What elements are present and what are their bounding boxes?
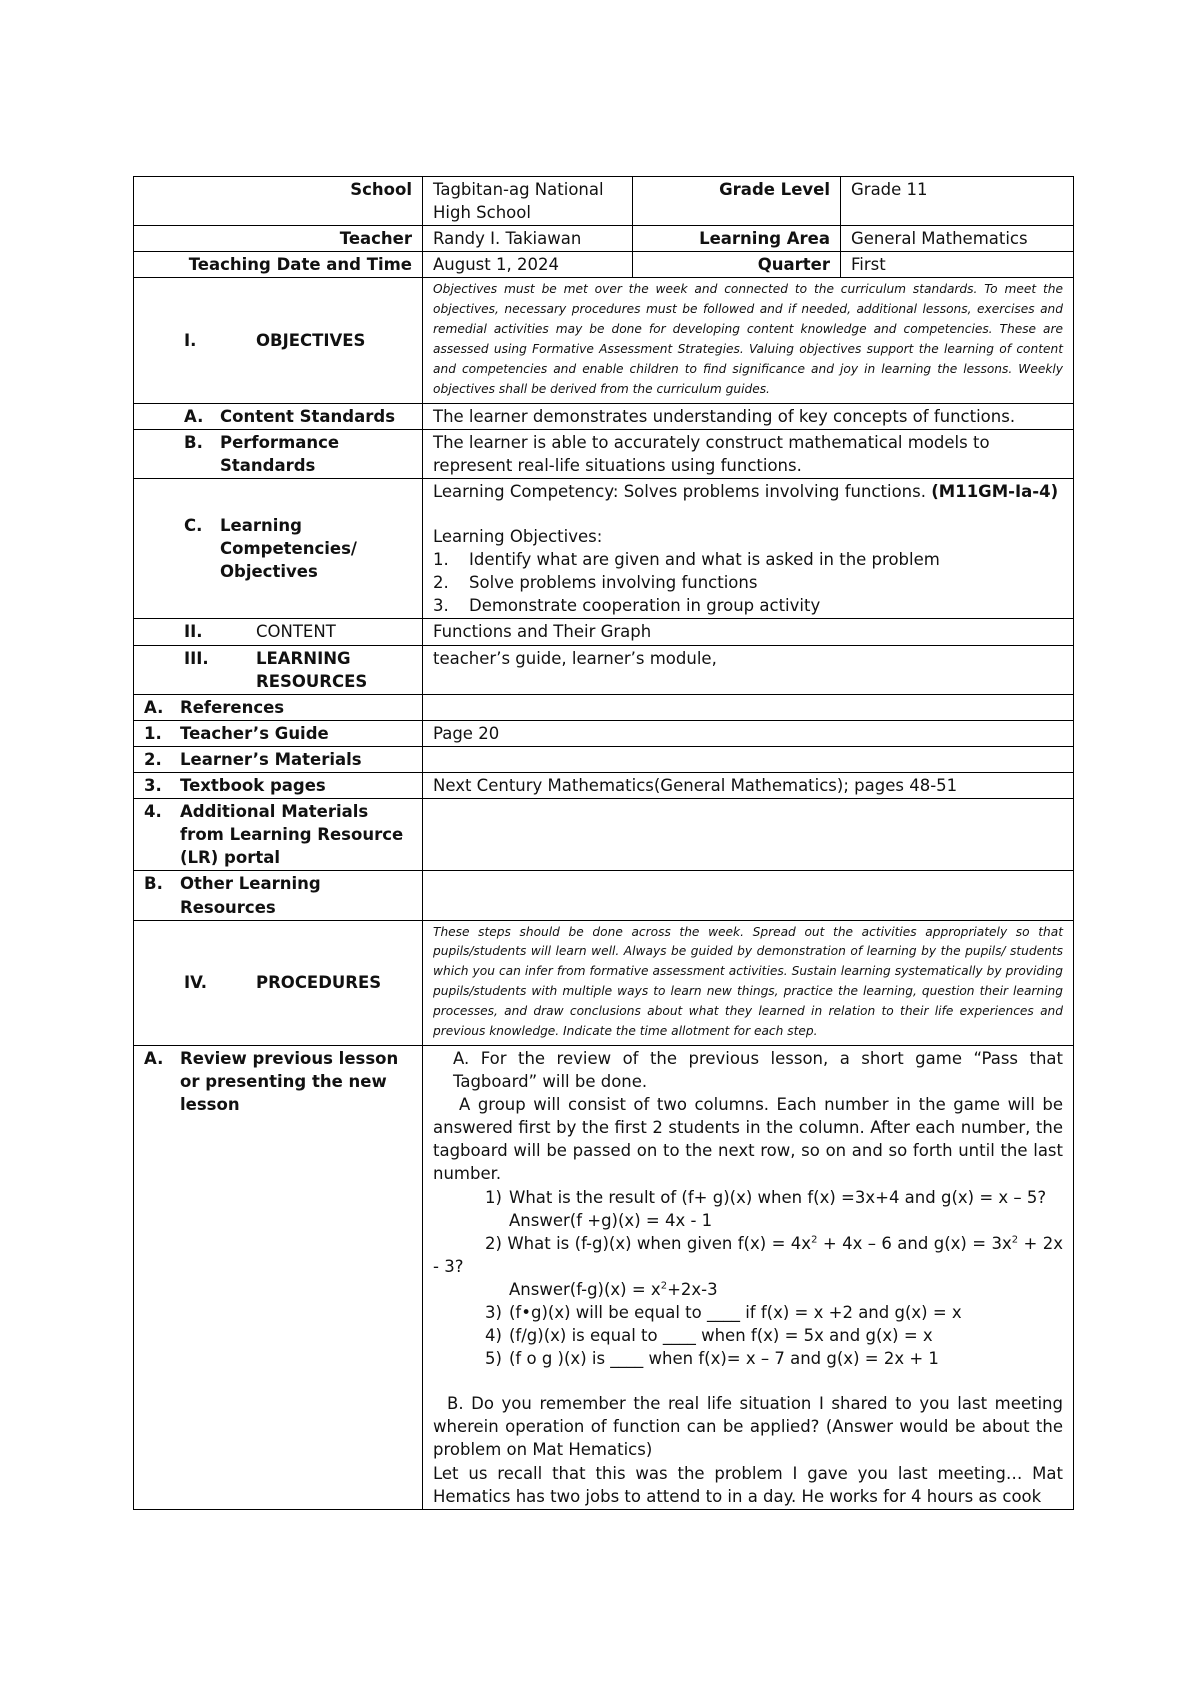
procedures-numeral: IV. <box>184 973 208 993</box>
quarter-label: Quarter <box>633 252 841 278</box>
content-standards-label: Content Standards <box>220 406 396 426</box>
references-value <box>423 694 1074 720</box>
performance-standards-label-cell <box>134 429 423 478</box>
objectives-label: OBJECTIVES <box>256 331 366 350</box>
review-part-b: B. Do you remember the real life situation I shared to you last meeting wherein operation of function can be applied? (Answer would be about the problem on Mat Hematics) <box>433 1394 1063 1460</box>
learning-resources-value: teacher’s guide, learner’s module, <box>423 645 1074 694</box>
learning-competency-code: (M11GM-Ia-4) <box>931 482 1059 501</box>
competencies-letter: C. <box>184 516 203 536</box>
other-resources-row <box>134 871 1074 920</box>
content-value: Functions and Their Graph <box>423 619 1074 645</box>
content-standards-row <box>134 403 1074 429</box>
procedures-note: These steps should be done across the week. Spread out the activities appropriately so that pupils/students will learn well. Always be guided by demonstration of learning by the pupils/ students which you can infer from formative assessment activities. Sustain learning systematically by providing pupils/students with multiple ways to learn new things, practice the learning, question their learning processes, and draw conclusions about what they learned in relation to their life experiences and previous knowledge. Indicate the time allotment for each step. <box>423 920 1074 1045</box>
grade-level-label: Grade Level <box>633 177 841 226</box>
learning-competency-text: Learning Competency: Solves problems involving functions. <box>433 482 926 501</box>
learning-resources-numeral: III. <box>184 648 209 668</box>
reference-label-cell: 2. Learner’s Materials <box>134 746 423 772</box>
learning-area-label: Learning Area <box>633 226 841 252</box>
objectives-note: Objectives must be met over the week and connected to the curriculum standards. To meet the objectives, necessary procedures must be followed and if needed, additional lessons, exercises and remedial activities may be done for developing content knowledge and competencies. These are assessed using Formative Assessment Strategies. Valuing objectives support the learning of content and competencies and enable children to find significance and joy in learning the lessons. Weekly objectives shall be derived from the curriculum guides. <box>423 278 1074 403</box>
review-content-cell <box>423 1045 1074 1509</box>
references-letter: A. <box>144 697 164 717</box>
reference-value <box>423 746 1074 772</box>
header-row-date <box>134 252 1074 278</box>
references-label-cell <box>134 694 423 720</box>
review-part-a: A. For the review of the previous lesson, a short game “Pass that Tagboard” will be done. <box>453 1048 1063 1092</box>
objectives-row <box>134 278 1074 403</box>
reference-value: Next Century Mathematics(General Mathematics); pages 48-51 <box>423 773 1074 799</box>
learning-resources-row <box>134 645 1074 694</box>
objective-item: 2. Solve problems involving functions <box>433 573 758 593</box>
content-standards-value: The learner demonstrates understanding of key concepts of functions. <box>423 403 1074 429</box>
learning-resources-label: LEARNING RESOURCES <box>256 648 368 691</box>
review-letter: A. <box>144 1048 164 1068</box>
review-part-b-recall: Let us recall that this was the problem I gave you last meeting… Mat Hematics has two jobs to attend to in a day. He works for 4 hours as cook <box>433 1463 1063 1506</box>
review-label: Review previous lesson or presenting the new lesson <box>180 1048 399 1115</box>
procedures-row <box>134 920 1074 1045</box>
game-question: 2) What is (f-g)(x) when given $f(x) = 4x^2 + 4x - 6$ and $g(x) = 3x^2 + 2x - 3$? <box>433 1233 1063 1276</box>
game-answer: Answer(f-g)(x) = $x^2+2x-3$ <box>509 1279 718 1299</box>
content-label-cell <box>134 619 423 645</box>
lesson-plan-document <box>133 176 1073 1510</box>
content-standards-label-cell <box>134 403 423 429</box>
performance-standards-row <box>134 429 1074 478</box>
objectives-label-cell <box>134 278 423 403</box>
lesson-plan-table <box>133 176 1074 1510</box>
performance-standards-label: Performance Standards <box>220 432 340 475</box>
other-resources-value <box>423 871 1074 920</box>
learning-objectives-heading: Learning Objectives: <box>433 527 603 547</box>
performance-standards-value: The learner is able to accurately construct mathematical models to represent real-life situations using functions. <box>423 429 1074 478</box>
competencies-row <box>134 479 1074 619</box>
content-row <box>134 619 1074 645</box>
teacher-value: Randy I. Takiawan <box>423 226 633 252</box>
reference-value: Page 20 <box>423 720 1074 746</box>
grade-level-value: Grade 11 <box>841 177 1074 226</box>
teaching-date-value: August 1, 2024 <box>423 252 633 278</box>
procedures-label-cell <box>134 920 423 1045</box>
references-row <box>134 694 1074 720</box>
objectives-numeral: I. <box>184 331 197 350</box>
content-label: CONTENT <box>256 622 336 642</box>
objective-item: 3. Demonstrate cooperation in group activity <box>433 596 821 616</box>
procedures-label: PROCEDURES <box>256 973 382 993</box>
reference-label-cell: 3. Textbook pages <box>134 773 423 799</box>
performance-standards-letter: B. <box>184 432 203 452</box>
game-question: 3) (f•g)(x) will be equal to ____ if f(x) = x +2 and g(x) = x <box>485 1302 962 1322</box>
game-question: 1) What is the result of (f+ g)(x) when f(x) =3x+4 and g(x) = x – 5? <box>485 1187 1047 1207</box>
reference-row-teachers-guide <box>134 720 1074 746</box>
learning-resources-label-cell <box>134 645 423 694</box>
content-numeral: II. <box>184 622 203 642</box>
reference-row-textbook-pages <box>134 773 1074 799</box>
reference-label-cell: 1. Teacher’s Guide <box>134 720 423 746</box>
other-resources-label-cell <box>134 871 423 920</box>
competencies-label: Learning Competencies/ Objectives <box>220 516 357 582</box>
competencies-value-cell <box>423 479 1074 619</box>
reference-row-additional-materials <box>134 799 1074 871</box>
review-row <box>134 1045 1074 1509</box>
quarter-value: First <box>841 252 1074 278</box>
review-part-a-details: A group will consist of two columns. Each number in the game will be answered first by the first 2 students in the column. After each number, the tagboard will be passed on to the next row, so on and so forth until the last number. <box>433 1095 1063 1184</box>
game-question: 4) (f/g)(x) is equal to ____ when f(x) = 5x and g(x) = x <box>485 1326 933 1346</box>
school-value: Tagbitan-ag National High School <box>423 177 633 226</box>
teacher-label: Teacher <box>134 226 423 252</box>
learning-area-value: General Mathematics <box>841 226 1074 252</box>
references-label: References <box>180 697 285 717</box>
reference-value <box>423 799 1074 871</box>
objective-item: 1. Identify what are given and what is asked in the problem <box>433 550 940 570</box>
review-label-cell <box>134 1045 423 1509</box>
school-label: School <box>134 177 423 226</box>
header-row-teacher <box>134 226 1074 252</box>
teaching-date-label: Teaching Date and Time <box>134 252 423 278</box>
other-resources-letter: B. <box>144 874 163 894</box>
learning-competency-line <box>433 480 1063 503</box>
other-resources-label: Other Learning Resources <box>180 874 321 917</box>
game-question: 5) (f o g )(x) is ____ when f(x)= x – 7 and g(x) = 2x + 1 <box>485 1349 939 1369</box>
content-standards-letter: A. <box>184 406 204 426</box>
header-row-school <box>134 177 1074 226</box>
reference-row-learners-materials <box>134 746 1074 772</box>
competencies-label-cell <box>134 479 423 619</box>
game-answer: Answer(f +g)(x) = 4x - 1 <box>509 1210 713 1230</box>
reference-label-cell: 4. Additional Materials from Learning Resource (LR) portal <box>134 799 423 871</box>
